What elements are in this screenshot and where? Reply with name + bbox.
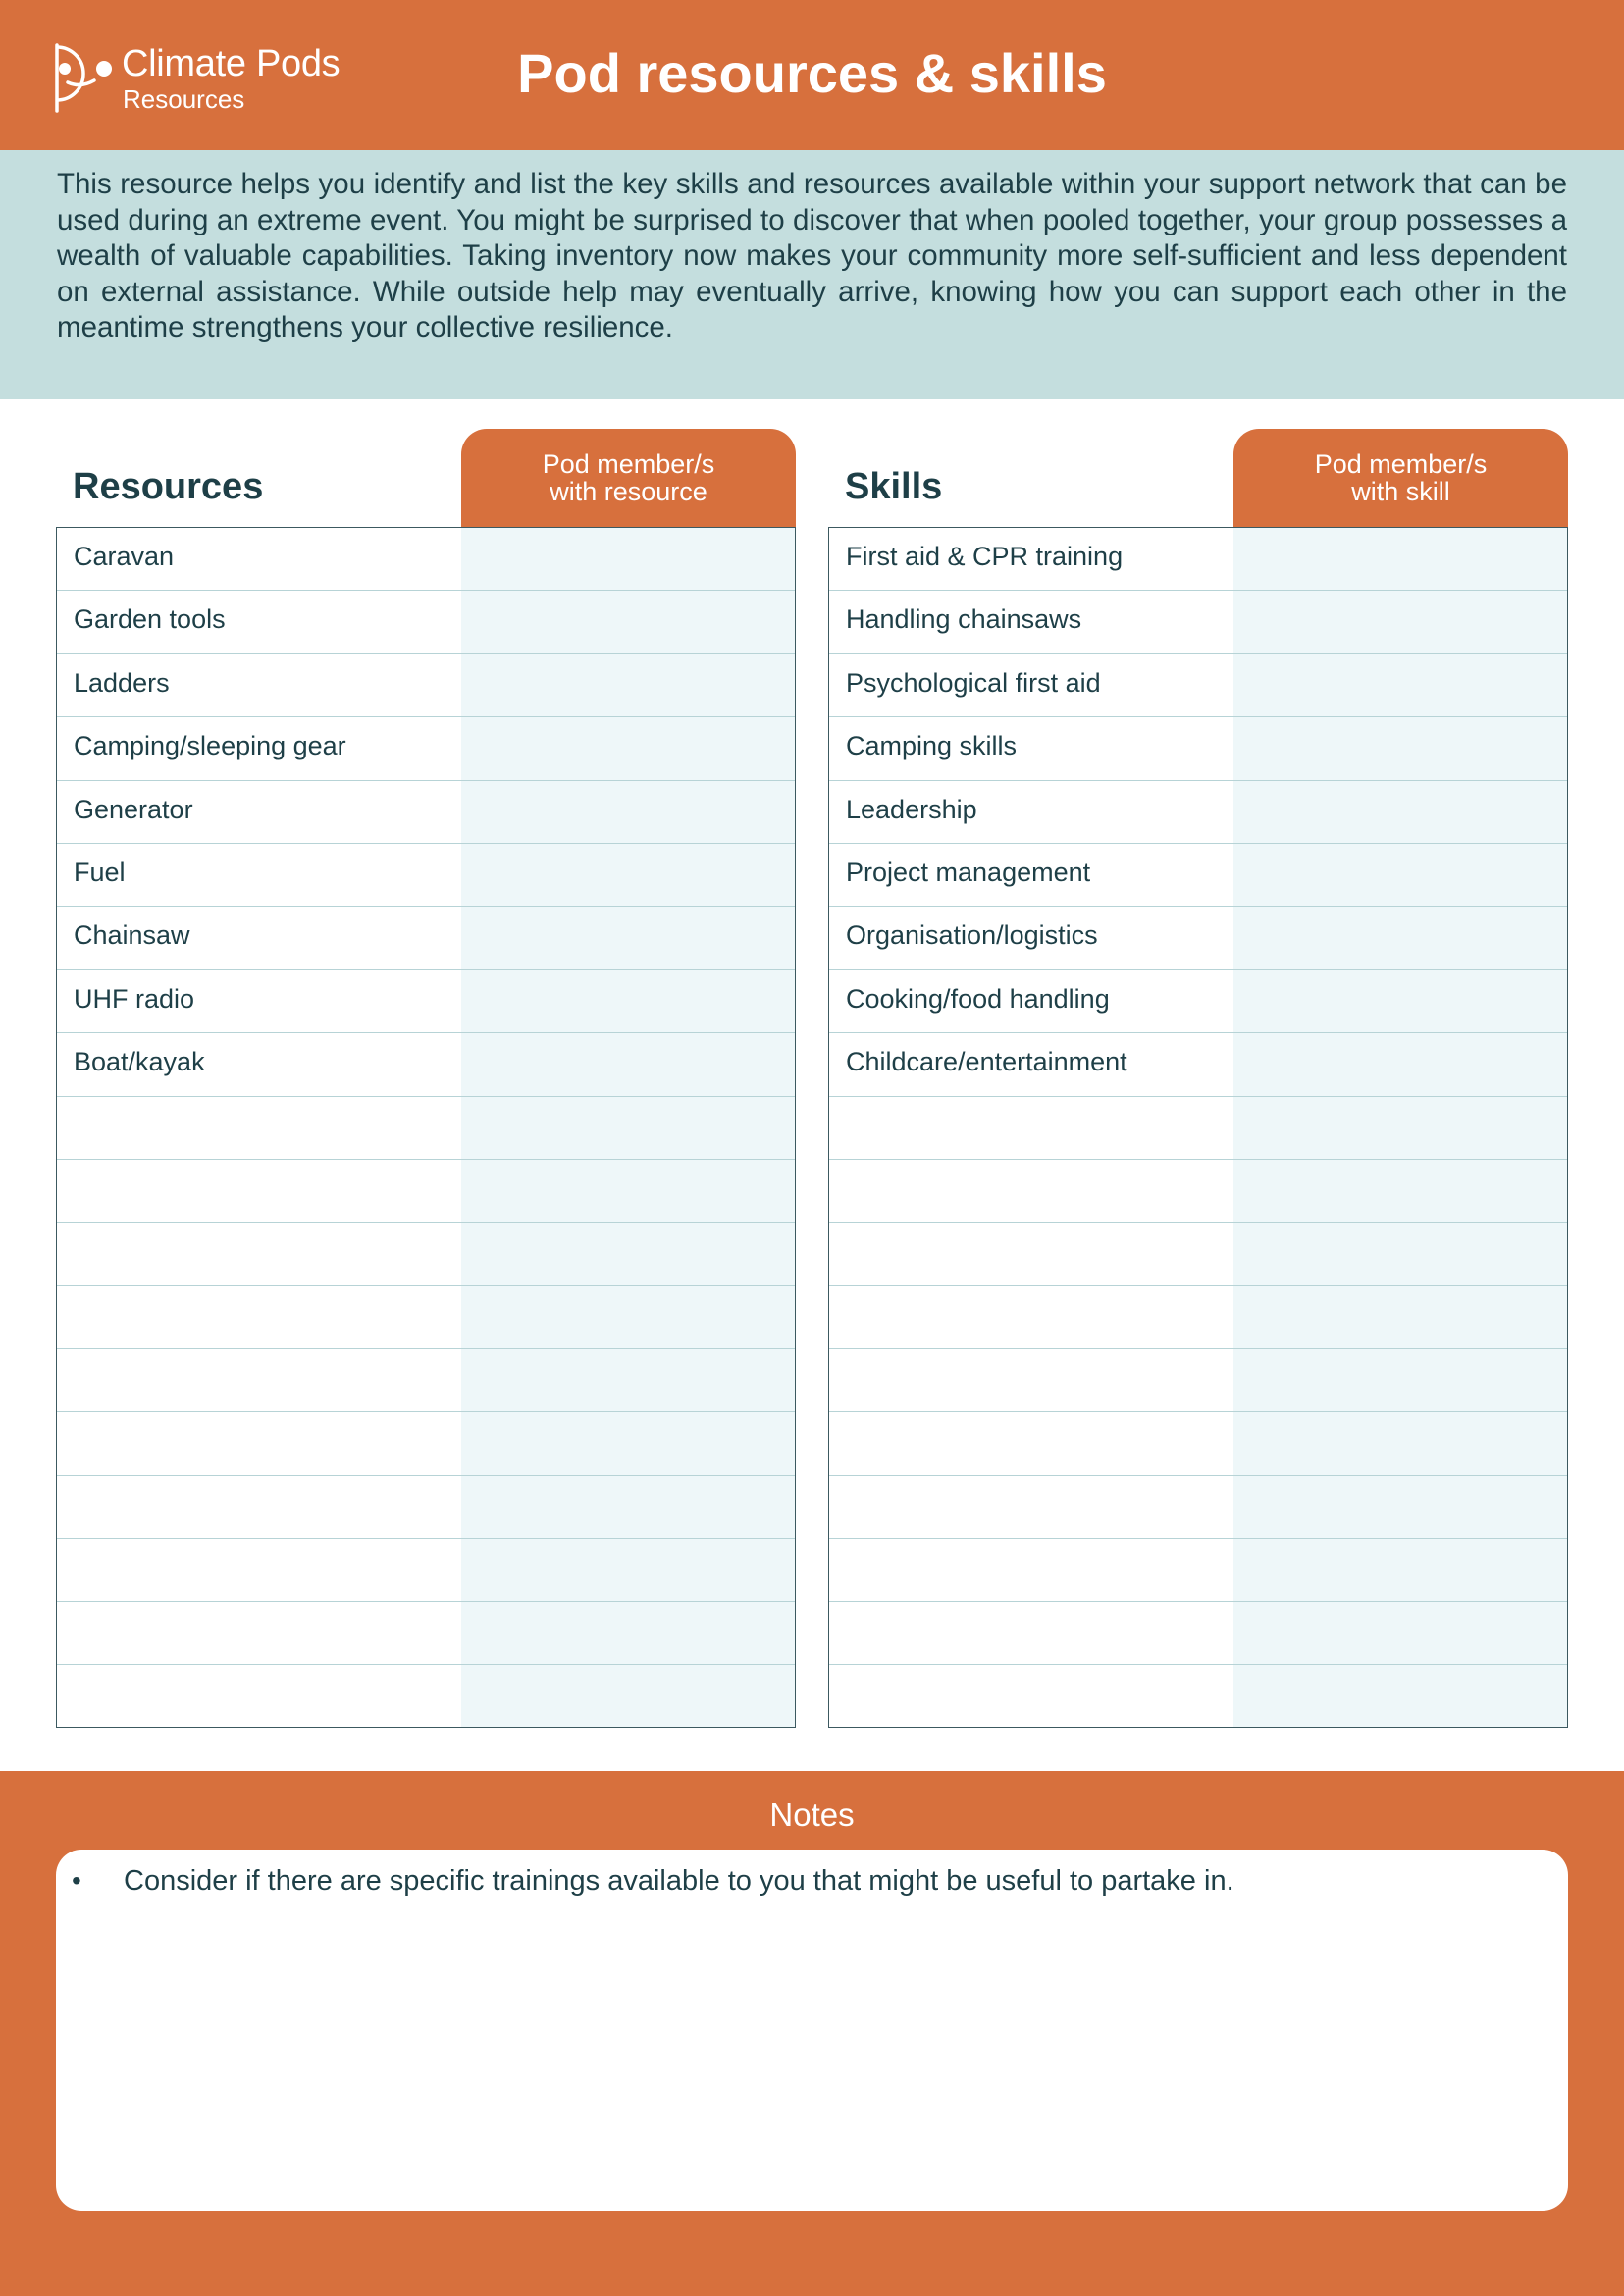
resources-member-cell[interactable] <box>461 970 795 1032</box>
resources-row <box>57 1476 795 1539</box>
skills-member-cell[interactable] <box>1233 1286 1567 1348</box>
resources-member-cell[interactable] <box>461 1033 795 1095</box>
resources-row <box>57 970 795 1033</box>
skills-member-cell[interactable] <box>1233 781 1567 843</box>
resources-member-cell[interactable] <box>461 1223 795 1284</box>
resources-member-cell[interactable] <box>461 781 795 843</box>
skills-header <box>828 429 1568 527</box>
resources-row <box>57 1539 795 1601</box>
resources-member-cell[interactable] <box>461 907 795 968</box>
skills-member-cell[interactable] <box>1233 1349 1567 1411</box>
skills-item-label[interactable]: Psychological first aid <box>846 667 1101 698</box>
resources-item-label[interactable]: Chainsaw <box>74 920 190 951</box>
intro-text: This resource helps you identify and list the key skills and resources available within your support network that can be used during an extreme event. You might be surprised to discover that when pooled together, your group possesses a wealth of valuable capabilities. Taking inventory now makes your community more self-sufficient and less dependent on external assistance. While outside help may eventually arrive, knowing how you can support each other in the meantime strengthens your collective resilience. <box>57 168 1567 344</box>
resources-member-cell[interactable] <box>461 717 795 779</box>
skills-tab-line2: with skill <box>1351 477 1450 506</box>
page-header <box>0 0 1624 150</box>
skills-member-cell[interactable] <box>1233 1412 1567 1474</box>
skills-member-cell[interactable] <box>1233 528 1567 590</box>
skills-member-cell[interactable] <box>1233 907 1567 968</box>
notes-title: Notes <box>769 1797 855 1833</box>
skills-row <box>829 1033 1567 1096</box>
resources-row <box>57 781 795 844</box>
skills-member-column-header <box>1233 429 1568 527</box>
skills-item-label[interactable]: Childcare/entertainment <box>846 1047 1127 1077</box>
skills-item-label[interactable]: Leadership <box>846 794 977 824</box>
skills-item-label[interactable]: First aid & CPR training <box>846 542 1124 571</box>
skills-item-label[interactable]: Project management <box>846 857 1091 887</box>
skills-item-label[interactable]: Organisation/logistics <box>846 920 1098 951</box>
skills-row <box>829 1223 1567 1285</box>
resources-row <box>57 1665 795 1728</box>
resources-member-cell[interactable] <box>461 1097 795 1159</box>
resources-title: Resources <box>73 466 264 507</box>
resources-row <box>57 654 795 717</box>
skills-member-cell[interactable] <box>1233 717 1567 779</box>
skills-member-cell[interactable] <box>1233 1160 1567 1222</box>
resources-item-label[interactable]: Boat/kayak <box>74 1047 205 1077</box>
resources-row <box>57 1097 795 1160</box>
resources-section <box>56 429 796 1728</box>
skills-item-label[interactable]: Camping skills <box>846 731 1018 761</box>
note-item <box>56 1863 1568 1903</box>
resources-item-label[interactable]: Fuel <box>74 857 126 887</box>
resources-item-label[interactable]: Generator <box>74 794 193 824</box>
skills-member-cell[interactable] <box>1233 654 1567 716</box>
resources-member-cell[interactable] <box>461 1286 795 1348</box>
resources-member-cell[interactable] <box>461 1476 795 1538</box>
resources-member-cell[interactable] <box>461 1539 795 1600</box>
skills-row <box>829 970 1567 1033</box>
resources-member-cell[interactable] <box>461 654 795 716</box>
skills-item-label[interactable]: Cooking/food handling <box>846 983 1110 1014</box>
resources-item-label[interactable]: UHF radio <box>74 983 195 1014</box>
skills-tab-line1: Pod member/s <box>1314 449 1488 479</box>
resources-member-cell[interactable] <box>461 528 795 590</box>
skills-row <box>829 1539 1567 1601</box>
skills-row <box>829 1412 1567 1475</box>
notes-box[interactable] <box>56 1850 1568 2211</box>
resources-tab-line1: Pod member/s <box>542 449 715 479</box>
skills-row <box>829 1097 1567 1160</box>
bullet-icon: • <box>72 1865 81 1896</box>
resources-row <box>57 1223 795 1285</box>
climate-pods-logo-icon <box>51 39 114 114</box>
skills-item-label[interactable]: Handling chainsaws <box>846 604 1082 635</box>
skills-row <box>829 591 1567 653</box>
skills-section <box>828 429 1568 1728</box>
intro-band <box>0 150 1624 399</box>
brand-subtitle: Resources <box>123 84 245 114</box>
resources-member-cell[interactable] <box>461 591 795 652</box>
resources-item-label[interactable]: Caravan <box>74 542 175 571</box>
resources-row <box>57 717 795 780</box>
skills-row <box>829 717 1567 780</box>
note-text: Consider if there are specific trainings available to you that might be useful to partake in. <box>124 1865 1234 1897</box>
resources-member-cell[interactable] <box>461 844 795 906</box>
resources-row <box>57 1033 795 1096</box>
resources-item-label[interactable]: Garden tools <box>74 604 226 635</box>
resources-item-label[interactable]: Camping/sleeping gear <box>74 731 346 761</box>
skills-row <box>829 1286 1567 1349</box>
brand-logo <box>51 39 385 118</box>
skills-table <box>828 527 1568 1728</box>
resources-item-label[interactable]: Ladders <box>74 667 170 698</box>
skills-member-cell[interactable] <box>1233 844 1567 906</box>
page-title: Pod resources & skills <box>517 42 1107 104</box>
skills-member-cell[interactable] <box>1233 1602 1567 1664</box>
skills-row <box>829 1665 1567 1728</box>
resources-row <box>57 1349 795 1412</box>
skills-title: Skills <box>845 466 943 507</box>
notes-section <box>0 1771 1624 2296</box>
skills-row <box>829 1160 1567 1223</box>
skills-member-cell[interactable] <box>1233 1476 1567 1538</box>
resources-header <box>56 429 796 527</box>
resources-member-cell[interactable] <box>461 1412 795 1474</box>
brand-name: Climate Pods <box>122 43 341 84</box>
resources-member-cell[interactable] <box>461 1349 795 1411</box>
resources-row <box>57 1160 795 1223</box>
skills-row <box>829 1349 1567 1412</box>
skills-row <box>829 528 1567 591</box>
skills-row <box>829 781 1567 844</box>
resources-row <box>57 1412 795 1475</box>
skills-member-cell[interactable] <box>1233 1033 1567 1095</box>
resources-row <box>57 1602 795 1665</box>
skills-member-cell[interactable] <box>1233 1223 1567 1284</box>
skills-member-cell[interactable] <box>1233 591 1567 652</box>
resources-tab-line2: with resource <box>550 477 707 506</box>
resources-member-cell[interactable] <box>461 1160 795 1222</box>
resources-row <box>57 1286 795 1349</box>
resources-row <box>57 591 795 653</box>
resources-table <box>56 527 796 1728</box>
skills-row <box>829 1476 1567 1539</box>
skills-row <box>829 654 1567 717</box>
skills-row <box>829 844 1567 907</box>
resources-member-cell[interactable] <box>461 1665 795 1728</box>
skills-member-cell[interactable] <box>1233 970 1567 1032</box>
resources-row <box>57 528 795 591</box>
skills-member-cell[interactable] <box>1233 1665 1567 1728</box>
resources-row <box>57 907 795 969</box>
skills-member-cell[interactable] <box>1233 1097 1567 1159</box>
resources-row <box>57 844 795 907</box>
skills-row <box>829 907 1567 969</box>
resources-member-column-header <box>461 429 796 527</box>
resources-member-cell[interactable] <box>461 1602 795 1664</box>
skills-member-cell[interactable] <box>1233 1539 1567 1600</box>
skills-row <box>829 1602 1567 1665</box>
